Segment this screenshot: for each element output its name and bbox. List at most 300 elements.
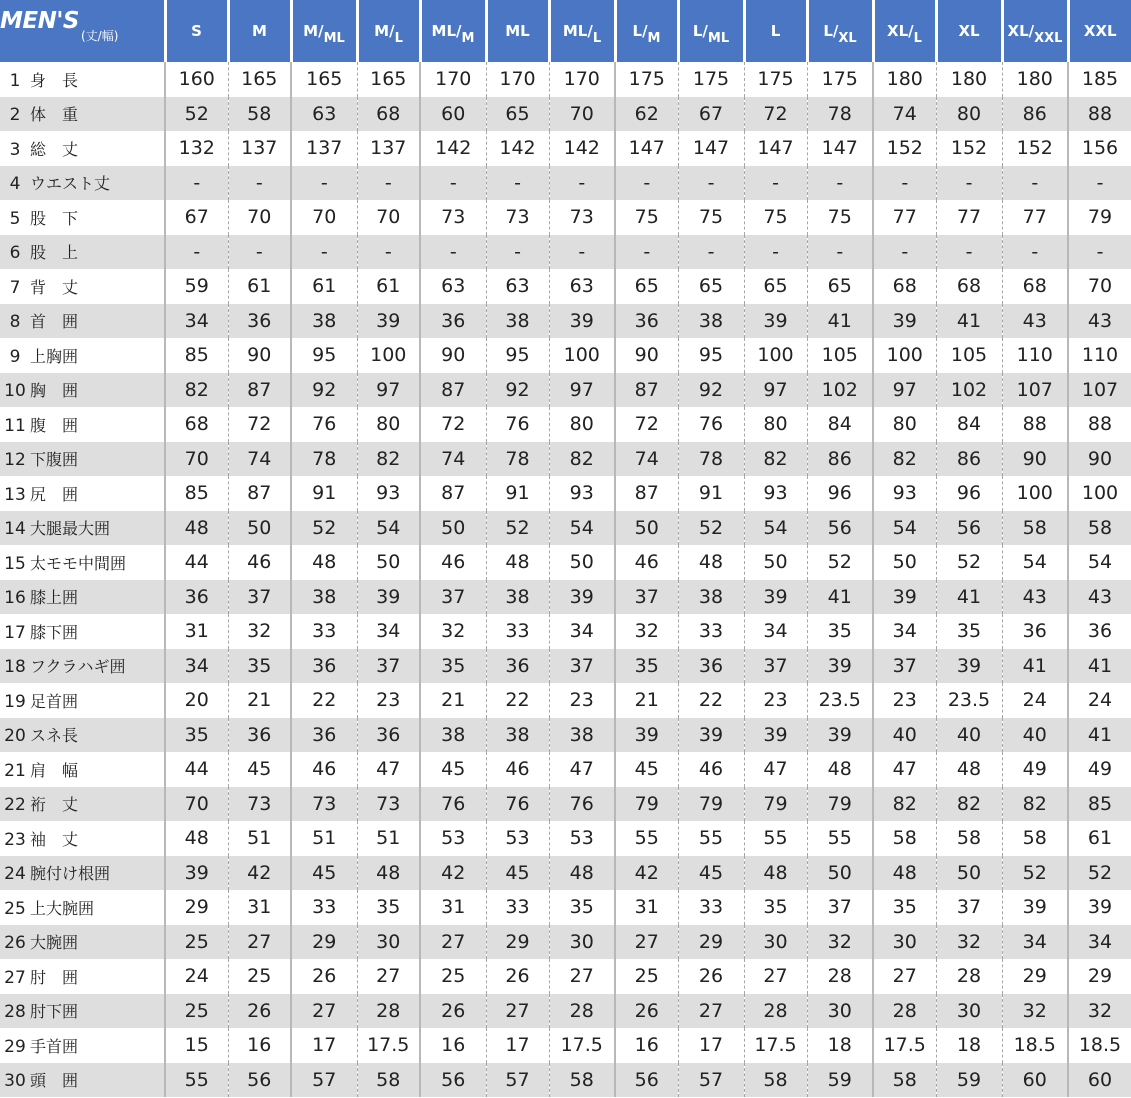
size-column-separator: / <box>456 22 462 40</box>
table-cell: 152 <box>936 131 1002 166</box>
table-row <box>0 718 1131 753</box>
table-cell: 48 <box>873 856 936 891</box>
table-cell: 46 <box>228 545 291 580</box>
table-cell: 35 <box>744 890 807 925</box>
measurement-name: 上胸囲 <box>30 346 79 366</box>
table-cell: 147 <box>807 131 873 166</box>
row-number: 22 <box>4 795 26 816</box>
table-cell: 29 <box>165 890 228 925</box>
table-cell: 79 <box>678 787 744 822</box>
table-cell: 51 <box>357 821 420 856</box>
table-cell: 43 <box>1002 580 1068 615</box>
measurement-label <box>0 752 165 787</box>
measurement-name: 大腿最大囲 <box>30 519 111 539</box>
size-column-main: M <box>374 22 390 40</box>
row-number: 11 <box>4 415 26 436</box>
measurement-name: 背 丈 <box>30 277 79 297</box>
table-cell: 54 <box>873 511 936 546</box>
table-cell: 107 <box>1002 373 1068 408</box>
table-cell: 54 <box>744 511 807 546</box>
table-cell: 26 <box>615 994 678 1029</box>
table-cell: 175 <box>615 62 678 97</box>
table-row <box>0 821 1131 856</box>
table-row <box>0 269 1131 304</box>
measurement-name: 袖 丈 <box>30 829 79 849</box>
table-cell: 23 <box>744 683 807 718</box>
table-cell: 92 <box>291 373 357 408</box>
measurement-name: 胸 囲 <box>30 381 79 401</box>
size-column-header <box>936 0 1002 62</box>
measurement-name: 大腕囲 <box>30 933 79 953</box>
table-cell: 47 <box>549 752 615 787</box>
size-column-header <box>291 0 357 62</box>
table-cell: 33 <box>291 614 357 649</box>
table-cell: 68 <box>873 269 936 304</box>
measurement-name: 腕付け根囲 <box>30 864 111 884</box>
table-cell: 36 <box>228 718 291 753</box>
table-cell: 96 <box>807 476 873 511</box>
table-cell: 87 <box>615 476 678 511</box>
table-cell: 34 <box>357 614 420 649</box>
table-cell: 41 <box>1068 649 1131 684</box>
table-cell: 40 <box>1002 718 1068 753</box>
table-cell: 72 <box>228 407 291 442</box>
table-cell: 45 <box>420 752 486 787</box>
table-cell: 36 <box>228 304 291 339</box>
table-cell: 36 <box>615 304 678 339</box>
table-cell: 142 <box>486 131 549 166</box>
table-cell: 38 <box>486 304 549 339</box>
measurement-name: 上大腕囲 <box>30 898 95 918</box>
table-cell: 39 <box>549 580 615 615</box>
measurement-label <box>0 649 165 684</box>
size-column-header <box>486 0 549 62</box>
row-number: 12 <box>4 450 26 471</box>
table-cell: 42 <box>228 856 291 891</box>
table-cell: 180 <box>936 62 1002 97</box>
table-cell: 147 <box>678 131 744 166</box>
table-cell: 105 <box>807 338 873 373</box>
table-cell: 59 <box>165 269 228 304</box>
table-cell: 41 <box>807 304 873 339</box>
table-cell: 70 <box>228 200 291 235</box>
table-cell: 90 <box>1002 442 1068 477</box>
table-cell: 55 <box>615 821 678 856</box>
table-cell: 43 <box>1068 304 1131 339</box>
table-cell: 40 <box>936 718 1002 753</box>
table-cell: 18 <box>936 1028 1002 1063</box>
table-cell: 35 <box>165 718 228 753</box>
table-cell: 21 <box>420 683 486 718</box>
size-column-main: L <box>692 22 703 40</box>
table-cell: 29 <box>1068 959 1131 994</box>
table-cell: 67 <box>165 200 228 235</box>
table-cell: 142 <box>549 131 615 166</box>
table-cell: 59 <box>807 1063 873 1098</box>
table-cell: 55 <box>807 821 873 856</box>
measurement-label <box>0 373 165 408</box>
table-cell: 100 <box>357 338 420 373</box>
table-cell: 79 <box>615 787 678 822</box>
table-cell: 100 <box>1002 476 1068 511</box>
table-cell: 75 <box>615 200 678 235</box>
table-cell: 86 <box>936 442 1002 477</box>
table-cell: 50 <box>873 545 936 580</box>
table-cell: 37 <box>420 580 486 615</box>
table-cell: 77 <box>873 200 936 235</box>
table-cell: - <box>1068 235 1131 270</box>
table-cell: - <box>228 166 291 201</box>
table-cell: 33 <box>291 890 357 925</box>
measurement-label <box>0 131 165 166</box>
table-cell: 41 <box>807 580 873 615</box>
measurement-name: 尻 囲 <box>30 484 79 504</box>
table-cell: 52 <box>936 545 1002 580</box>
table-cell: 110 <box>1068 338 1131 373</box>
table-cell: 39 <box>357 304 420 339</box>
table-cell: 37 <box>936 890 1002 925</box>
measurement-label <box>0 304 165 339</box>
table-cell: 46 <box>420 545 486 580</box>
table-cell: 29 <box>486 925 549 960</box>
table-cell: 30 <box>936 994 1002 1029</box>
table-cell: 63 <box>549 269 615 304</box>
table-cell: 31 <box>615 890 678 925</box>
table-cell: 26 <box>486 959 549 994</box>
table-cell: 35 <box>357 890 420 925</box>
table-cell: 82 <box>744 442 807 477</box>
table-cell: 54 <box>1068 545 1131 580</box>
table-cell: - <box>873 235 936 270</box>
table-row <box>0 890 1131 925</box>
table-cell: 39 <box>678 718 744 753</box>
measurement-name: 総 丈 <box>30 139 79 159</box>
table-cell: 48 <box>678 545 744 580</box>
measurement-label <box>0 1028 165 1063</box>
measurement-label <box>0 821 165 856</box>
row-number: 8 <box>9 312 21 333</box>
size-column-header <box>549 0 615 62</box>
table-cell: 57 <box>486 1063 549 1098</box>
table-cell: 43 <box>1068 580 1131 615</box>
measurement-name: 太モモ中間囲 <box>30 553 127 573</box>
table-cell: 87 <box>420 373 486 408</box>
table-cell: 39 <box>873 304 936 339</box>
measurement-label <box>0 511 165 546</box>
table-cell: 38 <box>678 580 744 615</box>
table-cell: 48 <box>165 821 228 856</box>
table-cell: 180 <box>873 62 936 97</box>
table-cell: 91 <box>291 476 357 511</box>
table-cell: 33 <box>486 890 549 925</box>
table-cell: 63 <box>291 97 357 132</box>
table-cell: 96 <box>936 476 1002 511</box>
table-cell: 52 <box>165 97 228 132</box>
table-row <box>0 545 1131 580</box>
table-cell: 72 <box>615 407 678 442</box>
table-cell: 92 <box>678 373 744 408</box>
size-column-header <box>1068 0 1131 62</box>
size-column-separator: / <box>908 22 914 40</box>
table-cell: 58 <box>873 821 936 856</box>
table-row <box>0 925 1131 960</box>
size-column-header <box>873 0 936 62</box>
table-cell: 165 <box>357 62 420 97</box>
table-cell: 74 <box>420 442 486 477</box>
table-cell: 76 <box>420 787 486 822</box>
table-cell: 27 <box>873 959 936 994</box>
table-cell: 34 <box>165 304 228 339</box>
table-cell: 82 <box>1002 787 1068 822</box>
table-cell: 62 <box>615 97 678 132</box>
table-cell: - <box>165 166 228 201</box>
table-row <box>0 407 1131 442</box>
row-number: 24 <box>4 864 26 885</box>
table-cell: - <box>1002 235 1068 270</box>
table-cell: 37 <box>615 580 678 615</box>
table-cell: 25 <box>228 959 291 994</box>
table-cell: 79 <box>1068 200 1131 235</box>
table-cell: 49 <box>1002 752 1068 787</box>
size-column-main: L <box>823 22 833 40</box>
size-column-header <box>420 0 486 62</box>
table-cell: 58 <box>744 1063 807 1098</box>
table-cell: 72 <box>420 407 486 442</box>
table-cell: 28 <box>936 959 1002 994</box>
table-cell: 74 <box>873 97 936 132</box>
table-cell: 54 <box>357 511 420 546</box>
table-cell: 57 <box>291 1063 357 1098</box>
table-cell: 48 <box>744 856 807 891</box>
table-cell: 100 <box>873 338 936 373</box>
table-cell: 41 <box>936 304 1002 339</box>
table-cell: 78 <box>678 442 744 477</box>
size-column-main: S <box>191 22 202 40</box>
measurement-name: 膝下囲 <box>30 622 79 642</box>
table-cell: 85 <box>165 338 228 373</box>
table-row <box>0 787 1131 822</box>
table-cell: 48 <box>291 545 357 580</box>
table-cell: 41 <box>1068 718 1131 753</box>
table-cell: 65 <box>678 269 744 304</box>
table-row <box>0 683 1131 718</box>
size-column-main: XL <box>1007 22 1029 40</box>
table-cell: 90 <box>228 338 291 373</box>
table-cell: - <box>936 166 1002 201</box>
table-cell: 26 <box>291 959 357 994</box>
size-column-sub: XL <box>838 31 857 46</box>
table-cell: 39 <box>744 580 807 615</box>
table-cell: 29 <box>1002 959 1068 994</box>
table-cell: 35 <box>936 614 1002 649</box>
table-cell: 21 <box>615 683 678 718</box>
table-cell: 97 <box>873 373 936 408</box>
size-column-separator: / <box>1028 22 1035 40</box>
table-cell: 73 <box>291 787 357 822</box>
table-cell: 24 <box>1068 683 1131 718</box>
table-cell: 39 <box>549 304 615 339</box>
table-cell: 50 <box>228 511 291 546</box>
table-cell: - <box>228 235 291 270</box>
measurement-label <box>0 200 165 235</box>
table-cell: 86 <box>807 442 873 477</box>
table-title: MEN'S <box>0 8 79 34</box>
table-cell: 53 <box>486 821 549 856</box>
measurement-label <box>0 407 165 442</box>
table-cell: 152 <box>873 131 936 166</box>
table-cell: 32 <box>228 614 291 649</box>
table-cell: 27 <box>678 994 744 1029</box>
table-cell: 76 <box>486 407 549 442</box>
table-cell: - <box>744 235 807 270</box>
size-column-main: XXL <box>1083 22 1117 40</box>
size-column-sub: ML <box>323 31 345 46</box>
table-cell: 84 <box>807 407 873 442</box>
measurement-name: 足首囲 <box>30 691 79 711</box>
measurement-label <box>0 338 165 373</box>
table-row <box>0 235 1131 270</box>
table-cell: 48 <box>486 545 549 580</box>
row-number: 21 <box>4 760 26 781</box>
table-cell: 34 <box>1068 925 1131 960</box>
table-cell: 45 <box>678 856 744 891</box>
table-row <box>0 131 1131 166</box>
table-cell: 70 <box>291 200 357 235</box>
table-cell: 48 <box>936 752 1002 787</box>
table-cell: 17.5 <box>873 1028 936 1063</box>
table-cell: 91 <box>486 476 549 511</box>
table-cell: 77 <box>936 200 1002 235</box>
table-cell: 76 <box>291 407 357 442</box>
table-cell: - <box>291 166 357 201</box>
table-cell: 48 <box>807 752 873 787</box>
size-column-sub: XXL <box>1034 31 1063 46</box>
table-cell: 34 <box>1002 925 1068 960</box>
table-cell: - <box>615 166 678 201</box>
table-cell: 45 <box>615 752 678 787</box>
table-cell: 58 <box>1002 511 1068 546</box>
table-row <box>0 166 1131 201</box>
table-cell: 16 <box>615 1028 678 1063</box>
size-column-main: L <box>632 22 643 40</box>
table-cell: 32 <box>936 925 1002 960</box>
table-cell: 41 <box>1002 649 1068 684</box>
measurement-label <box>0 1063 165 1098</box>
table-cell: 41 <box>936 580 1002 615</box>
table-cell: 48 <box>165 511 228 546</box>
table-row <box>0 580 1131 615</box>
table-cell: 180 <box>1002 62 1068 97</box>
measurement-name: 股 下 <box>30 208 79 228</box>
table-cell: 87 <box>420 476 486 511</box>
table-cell: 82 <box>357 442 420 477</box>
table-cell: 52 <box>807 545 873 580</box>
table-cell: 31 <box>228 890 291 925</box>
table-cell: 78 <box>291 442 357 477</box>
size-column-header <box>807 0 873 62</box>
table-cell: 68 <box>1002 269 1068 304</box>
row-number: 30 <box>4 1071 26 1092</box>
table-cell: 78 <box>486 442 549 477</box>
table-row <box>0 476 1131 511</box>
table-cell: 35 <box>807 614 873 649</box>
table-row <box>0 614 1131 649</box>
measurement-name: 首 囲 <box>30 312 79 332</box>
table-cell: 74 <box>228 442 291 477</box>
row-number: 17 <box>4 622 26 643</box>
table-cell: 63 <box>486 269 549 304</box>
table-cell: 22 <box>291 683 357 718</box>
table-cell: 137 <box>357 131 420 166</box>
table-cell: 165 <box>228 62 291 97</box>
table-cell: 27 <box>486 994 549 1029</box>
table-cell: 65 <box>486 97 549 132</box>
table-cell: 27 <box>744 959 807 994</box>
table-cell: 75 <box>678 200 744 235</box>
table-cell: 54 <box>549 511 615 546</box>
table-cell: 68 <box>357 97 420 132</box>
table-cell: 22 <box>486 683 549 718</box>
table-cell: 80 <box>357 407 420 442</box>
table-cell: 170 <box>549 62 615 97</box>
row-number: 23 <box>4 829 26 850</box>
table-cell: 90 <box>1068 442 1131 477</box>
row-number: 3 <box>9 139 21 160</box>
measurement-label <box>0 683 165 718</box>
row-number: 2 <box>9 105 21 126</box>
table-cell: 39 <box>1068 890 1131 925</box>
measurement-name: フクラハギ囲 <box>30 657 126 677</box>
table-cell: - <box>420 166 486 201</box>
table-cell: 60 <box>1068 1063 1131 1098</box>
table-cell: 50 <box>549 545 615 580</box>
table-cell: 52 <box>1068 856 1131 891</box>
table-cell: 88 <box>1002 407 1068 442</box>
table-cell: 56 <box>936 511 1002 546</box>
size-column-main: ML <box>562 22 588 40</box>
row-number: 27 <box>4 967 26 988</box>
table-cell: 57 <box>678 1063 744 1098</box>
table-cell: 26 <box>228 994 291 1029</box>
measurement-label <box>0 580 165 615</box>
table-cell: 65 <box>615 269 678 304</box>
table-cell: 91 <box>678 476 744 511</box>
header-row <box>0 0 1131 62</box>
table-cell: 35 <box>549 890 615 925</box>
measurement-label <box>0 925 165 960</box>
table-cell: 30 <box>549 925 615 960</box>
table-cell: 18.5 <box>1002 1028 1068 1063</box>
measurement-name: 肩 幅 <box>30 760 79 780</box>
size-column-main: ML <box>505 22 530 40</box>
table-cell: 44 <box>165 752 228 787</box>
size-column-main: XL <box>958 22 980 40</box>
table-cell: 15 <box>165 1028 228 1063</box>
table-cell: 50 <box>936 856 1002 891</box>
table-cell: 30 <box>357 925 420 960</box>
table-cell: 70 <box>1068 269 1131 304</box>
table-cell: 18 <box>807 1028 873 1063</box>
table-row <box>0 994 1131 1029</box>
table-cell: 46 <box>291 752 357 787</box>
row-number: 16 <box>4 588 26 609</box>
row-number: 9 <box>9 346 21 367</box>
table-cell: 48 <box>357 856 420 891</box>
table-row <box>0 62 1131 97</box>
table-cell: 52 <box>678 511 744 546</box>
table-cell: 70 <box>165 787 228 822</box>
table-row <box>0 1028 1131 1063</box>
